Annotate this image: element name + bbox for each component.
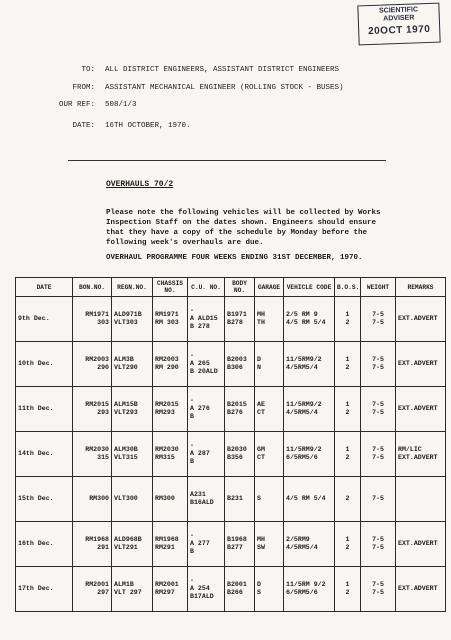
header-weight: WEIGHT xyxy=(361,278,396,297)
cell-regn-no-line: VLT293 xyxy=(114,409,138,416)
cell-garage xyxy=(255,297,284,342)
cell-remarks-line: EXT.ADVERT xyxy=(398,405,438,412)
cell-bon-no-line: RM1971 xyxy=(85,311,109,318)
cell-remarks xyxy=(396,432,446,477)
cell-garage-line: AE xyxy=(257,401,265,408)
cell-cu-no-line: A 254 xyxy=(190,585,210,592)
cell-regn-no-line: ALM3B xyxy=(114,356,134,363)
cell-remarks-line: RM/LIC xyxy=(398,446,422,453)
cell-body-no-line: B356 xyxy=(227,454,243,461)
cell-garage-line: MH xyxy=(257,311,265,318)
cell-vehicle-code-line: 6/5RM5/6 xyxy=(286,589,318,596)
cell-bos-line: 2 xyxy=(345,454,350,461)
cell-vehicle-code-line: 11/5RM9/2 xyxy=(286,356,322,363)
cell-vehicle-code-line: 4/5 RM 5/4 xyxy=(286,495,326,502)
cell-bos xyxy=(335,432,361,477)
cell-chassis-no-line: RM2015 xyxy=(155,401,179,408)
cell-chassis-no xyxy=(153,477,188,522)
cell-regn-no xyxy=(112,342,153,387)
cell-date: 14th Dec. xyxy=(16,432,73,477)
cell-bon-no-line: RM2030 xyxy=(85,446,109,453)
cell-chassis-no xyxy=(153,297,188,342)
cell-chassis-no-line: RM 290 xyxy=(155,364,179,371)
cell-bon-no-line: 297 xyxy=(97,589,109,596)
cell-cu-no-line: A231 xyxy=(190,491,206,498)
cell-chassis-no-line: RM2030 xyxy=(155,446,179,453)
cell-chassis-no-line: RM300 xyxy=(155,495,175,502)
cell-cu-no-line: B 20ALD xyxy=(190,368,218,375)
cell-bon-no-line: RM2003 xyxy=(85,356,109,363)
table-row xyxy=(16,342,446,387)
cell-garage-line: GM xyxy=(257,446,265,453)
cell-remarks-line: EXT.ADVERT xyxy=(398,540,438,547)
cell-vehicle-code xyxy=(284,567,335,612)
table-row xyxy=(16,387,446,432)
cell-cu-no-line: - xyxy=(190,532,194,539)
cell-weight xyxy=(361,297,396,342)
cell-chassis-no-line: RM293 xyxy=(155,409,175,416)
cell-regn-no-line: VLT 297 xyxy=(114,589,142,596)
cell-vehicle-code xyxy=(284,342,335,387)
cell-vehicle-code-line: 4/5RM5/4 xyxy=(286,409,318,416)
section-heading: OVERHAULS 70/2 xyxy=(106,180,174,189)
to-value: ALL DISTRICT ENGINEERS, ASSISTANT DISTRICT ENGINEERS xyxy=(105,66,340,74)
cell-remarks xyxy=(396,567,446,612)
overhaul-table xyxy=(15,277,446,612)
cell-garage xyxy=(255,522,284,567)
cell-garage xyxy=(255,477,284,522)
cell-cu-no-line: - xyxy=(190,397,194,404)
cell-chassis-no-line: RM291 xyxy=(155,544,175,551)
cell-regn-no-line: VLT291 xyxy=(114,544,138,551)
cell-cu-no-line: B17ALD xyxy=(190,593,214,600)
cell-garage-line: D xyxy=(257,356,261,363)
cell-garage xyxy=(255,567,284,612)
stamp-line-1: SCIENTIFIC xyxy=(378,6,419,15)
cell-bos xyxy=(335,567,361,612)
cell-body-no-line: B2015 xyxy=(227,401,247,408)
cell-body-no-line: B266 xyxy=(227,589,243,596)
cell-body-no-line: B276 xyxy=(227,409,243,416)
cell-remarks-line: EXT.ADVERT xyxy=(398,454,438,461)
cell-cu-no-line: - xyxy=(190,442,194,449)
cell-body-no-line: B2003 xyxy=(227,356,247,363)
cell-cu-no-line: - xyxy=(190,307,194,314)
cell-garage-line: S xyxy=(257,589,261,596)
cell-bos-line: 1 xyxy=(345,536,350,543)
cell-weight xyxy=(361,567,396,612)
cell-remarks xyxy=(396,522,446,567)
cell-bon-no-line: RM1968 xyxy=(85,536,109,543)
cell-weight-line: 7-5 xyxy=(372,536,384,543)
header-bon-no: BON.NO. xyxy=(73,278,112,297)
cell-bos xyxy=(335,522,361,567)
header-chassis-no: CHASSIS NO. xyxy=(153,278,188,297)
cell-regn-no-line: ALM30B xyxy=(114,446,138,453)
cell-chassis-no-line: RM297 xyxy=(155,589,175,596)
cell-vehicle-code-line: 4/5 RM 5/4 xyxy=(286,319,326,326)
cell-chassis-no-line: RM315 xyxy=(155,454,175,461)
cell-garage-line: CT xyxy=(257,454,265,461)
date-label: DATE: xyxy=(72,122,95,130)
cell-date: 16th Dec. xyxy=(16,522,73,567)
header-garage: GARAGE xyxy=(255,278,284,297)
cell-bon-no-line: 303 xyxy=(97,319,109,326)
ref-label: OUR REF: xyxy=(58,101,95,109)
programme-title: OVERHAUL PROGRAMME FOUR WEEKS ENDING 31ST DECEMBER, 1970. xyxy=(106,254,363,262)
cell-regn-no xyxy=(112,387,153,432)
cell-regn-no-line: ALD971B xyxy=(114,311,142,318)
cell-bos-line: 1 xyxy=(345,446,350,453)
cell-cu-no xyxy=(188,297,225,342)
cell-date: 10th Dec. xyxy=(16,342,73,387)
cell-remarks xyxy=(396,297,446,342)
cell-regn-no xyxy=(112,522,153,567)
stamp-line-2: ADVISER xyxy=(383,14,415,23)
cell-vehicle-code-line: 2/5RM9 xyxy=(286,536,310,543)
cell-bos-line: 1 xyxy=(345,581,350,588)
from-line xyxy=(0,84,451,94)
cell-weight xyxy=(361,477,396,522)
cell-bon-no xyxy=(73,432,112,477)
cell-regn-no-line: ALD968B xyxy=(114,536,142,543)
cell-bon-no xyxy=(73,342,112,387)
header-body-no: BODY NO. xyxy=(225,278,255,297)
cell-bon-no-line: RM300 xyxy=(89,495,109,502)
cell-cu-no xyxy=(188,567,225,612)
cell-cu-no-line: A ALD15 xyxy=(190,315,218,322)
table-header-row xyxy=(16,278,446,297)
cell-remarks-line: EXT.ADVERT xyxy=(398,360,438,367)
cell-garage-line: MH xyxy=(257,536,265,543)
cell-vehicle-code-line: 2/5 RM 9 xyxy=(286,311,318,318)
cell-bon-no-line: 291 xyxy=(97,544,109,551)
cell-cu-no xyxy=(188,387,225,432)
date-line xyxy=(0,122,451,132)
cell-vehicle-code-line: 11/5RM9/2 xyxy=(286,446,322,453)
header-date: DATE xyxy=(16,278,73,297)
header-cu-no: C.U. NO. xyxy=(188,278,225,297)
cell-cu-no-line: B xyxy=(190,548,194,555)
cell-body-no-line: B2030 xyxy=(227,446,247,453)
to-label: TO: xyxy=(81,66,95,74)
cell-body-no xyxy=(225,432,255,477)
cell-cu-no-line: A 277 xyxy=(190,540,210,547)
cell-vehicle-code-line: 11/5RM 9/2 xyxy=(286,581,326,588)
cell-body-no xyxy=(225,297,255,342)
cell-remarks-line: EXT.ADVERT xyxy=(398,585,438,592)
cell-vehicle-code-line: 4/5RM5/4 xyxy=(286,364,318,371)
cell-vehicle-code-line: 4/5RM5/4 xyxy=(286,544,318,551)
cell-weight-line: 7-5 xyxy=(372,581,384,588)
cell-weight-line: 7-5 xyxy=(372,319,384,326)
cell-cu-no-line: B16ALD xyxy=(190,499,214,506)
cell-regn-no xyxy=(112,297,153,342)
cell-weight-line: 7-5 xyxy=(372,409,384,416)
cell-cu-no-line: - xyxy=(190,577,194,584)
cell-body-no-line: B1971 xyxy=(227,311,247,318)
cell-cu-no-line: A 276 xyxy=(190,405,210,412)
cell-bos xyxy=(335,297,361,342)
cell-body-no-line: B1968 xyxy=(227,536,247,543)
cell-cu-no-line: A 265 xyxy=(190,360,210,367)
date-value: 16TH OCTOBER, 1970. xyxy=(105,122,191,130)
cell-bos-line: 1 xyxy=(345,311,350,318)
cell-chassis-no xyxy=(153,342,188,387)
cell-body-no-line: B2001 xyxy=(227,581,247,588)
cell-regn-no-line: VLT290 xyxy=(114,364,138,371)
cell-weight xyxy=(361,387,396,432)
cell-vehicle-code xyxy=(284,387,335,432)
cell-cu-no-line: - xyxy=(190,352,194,359)
cell-cu-no-line: B 278 xyxy=(190,323,210,330)
header-bos: B.O.S. xyxy=(335,278,361,297)
cell-cu-no xyxy=(188,342,225,387)
received-stamp xyxy=(357,3,440,46)
cell-weight-line: 7-5 xyxy=(372,454,384,461)
cell-garage xyxy=(255,342,284,387)
cell-chassis-no-line: RM 303 xyxy=(155,319,179,326)
cell-weight-line: 7-5 xyxy=(372,356,384,363)
cell-weight-line: 7-5 xyxy=(372,589,384,596)
cell-bon-no-line: RM2001 xyxy=(85,581,109,588)
cell-date: 17th Dec. xyxy=(16,567,73,612)
cell-bos xyxy=(335,342,361,387)
cell-chassis-no xyxy=(153,387,188,432)
cell-weight xyxy=(361,522,396,567)
cell-body-no-line: B278 xyxy=(227,319,243,326)
cell-bos-line: 1 xyxy=(345,356,350,363)
cell-body-no-line: B231 xyxy=(227,495,243,502)
cell-weight-line: 7-5 xyxy=(372,311,384,318)
cell-cu-no-line: B xyxy=(190,413,194,420)
cell-cu-no xyxy=(188,432,225,477)
cell-garage-line: CT xyxy=(257,409,265,416)
cell-bon-no-line: 293 xyxy=(97,409,109,416)
cell-bos-line: 2 xyxy=(345,319,350,326)
header-remarks: REMARKS xyxy=(396,278,446,297)
cell-body-no-line: B277 xyxy=(227,544,243,551)
cell-vehicle-code xyxy=(284,522,335,567)
cell-weight-line: 7-5 xyxy=(372,544,384,551)
cell-regn-no xyxy=(112,432,153,477)
cell-body-no xyxy=(225,387,255,432)
cell-chassis-no xyxy=(153,567,188,612)
cell-cu-no xyxy=(188,477,225,522)
divider xyxy=(68,160,386,161)
table-row xyxy=(16,297,446,342)
cell-regn-no-line: VLT315 xyxy=(114,454,138,461)
cell-bon-no xyxy=(73,387,112,432)
cell-date: 15th Dec. xyxy=(16,477,73,522)
cell-weight xyxy=(361,342,396,387)
table-row xyxy=(16,432,446,477)
cell-garage xyxy=(255,387,284,432)
cell-bos xyxy=(335,477,361,522)
cell-body-no xyxy=(225,477,255,522)
cell-date: 9th Dec. xyxy=(16,297,73,342)
table-row xyxy=(16,522,446,567)
cell-date: 11th Dec. xyxy=(16,387,73,432)
cell-bos-line: 2 xyxy=(345,589,350,596)
cell-garage xyxy=(255,432,284,477)
cell-chassis-no-line: RM1971 xyxy=(155,311,179,318)
cell-weight-line: 7-5 xyxy=(372,364,384,371)
cell-chassis-no xyxy=(153,432,188,477)
cell-bon-no xyxy=(73,522,112,567)
cell-chassis-no xyxy=(153,522,188,567)
instructions-paragraph: Please note the following vehicles will be collected by Works Inspection Staff on the dates shown. Engineers should ensure that they have a copy of the schedule by Monday before the following week's overhauls are due. xyxy=(106,209,381,247)
table-row xyxy=(16,567,446,612)
cell-body-no xyxy=(225,567,255,612)
cell-remarks xyxy=(396,342,446,387)
to-line xyxy=(0,66,451,76)
cell-chassis-no-line: RM1968 xyxy=(155,536,179,543)
cell-bos-line: 1 xyxy=(345,401,350,408)
cell-remarks xyxy=(396,477,446,522)
cell-regn-no-line: VLT303 xyxy=(114,319,138,326)
cell-regn-no xyxy=(112,567,153,612)
from-label: FROM: xyxy=(72,84,95,92)
cell-weight xyxy=(361,432,396,477)
cell-chassis-no-line: RM2003 xyxy=(155,356,179,363)
cell-bos-line: 2 xyxy=(345,544,350,551)
cell-bos-line: 2 xyxy=(345,495,350,502)
cell-body-no xyxy=(225,342,255,387)
cell-regn-no-line: ALM15B xyxy=(114,401,138,408)
cell-bos-line: 2 xyxy=(345,364,350,371)
cell-garage-line: TH xyxy=(257,319,265,326)
cell-cu-no-line: A 287 xyxy=(190,450,210,457)
cell-chassis-no-line: RM2001 xyxy=(155,581,179,588)
cell-vehicle-code-line: 6/5RM5/6 xyxy=(286,454,318,461)
cell-garage-line: D xyxy=(257,581,261,588)
table-row xyxy=(16,477,446,522)
cell-garage-line: N xyxy=(257,364,261,371)
cell-bos-line: 2 xyxy=(345,409,350,416)
cell-weight-line: 7-5 xyxy=(372,446,384,453)
cell-bon-no xyxy=(73,477,112,522)
cell-body-no xyxy=(225,522,255,567)
cell-garage-line: SW xyxy=(257,544,265,551)
cell-vehicle-code xyxy=(284,477,335,522)
from-value: ASSISTANT MECHANICAL ENGINEER (ROLLING STOCK - BUSES) xyxy=(105,84,344,92)
ref-line xyxy=(0,101,451,111)
header-vehicle-code: VEHICLE CODE xyxy=(284,278,335,297)
cell-bon-no-line: RM2015 xyxy=(85,401,109,408)
cell-bon-no-line: 290 xyxy=(97,364,109,371)
cell-garage-line: S xyxy=(257,495,261,502)
cell-remarks-line: EXT.ADVERT xyxy=(398,315,438,322)
cell-bos xyxy=(335,387,361,432)
cell-bon-no xyxy=(73,297,112,342)
cell-body-no-line: B306 xyxy=(227,364,243,371)
cell-bon-no xyxy=(73,567,112,612)
ref-value: 508/1/3 xyxy=(105,101,137,109)
cell-regn-no xyxy=(112,477,153,522)
stamp-date: 20OCT 1970 xyxy=(367,23,431,38)
cell-weight-line: 7-5 xyxy=(372,401,384,408)
cell-regn-no-line: VLT300 xyxy=(114,495,138,502)
cell-cu-no xyxy=(188,522,225,567)
cell-vehicle-code xyxy=(284,432,335,477)
header-regn-no: REGN.NO. xyxy=(112,278,153,297)
cell-regn-no-line: ALM1B xyxy=(114,581,134,588)
cell-vehicle-code xyxy=(284,297,335,342)
cell-vehicle-code-line: 11/5RM9/2 xyxy=(286,401,322,408)
cell-weight-line: 7-5 xyxy=(372,495,384,502)
cell-bon-no-line: 315 xyxy=(97,454,109,461)
cell-remarks xyxy=(396,387,446,432)
cell-cu-no-line: B xyxy=(190,458,194,465)
